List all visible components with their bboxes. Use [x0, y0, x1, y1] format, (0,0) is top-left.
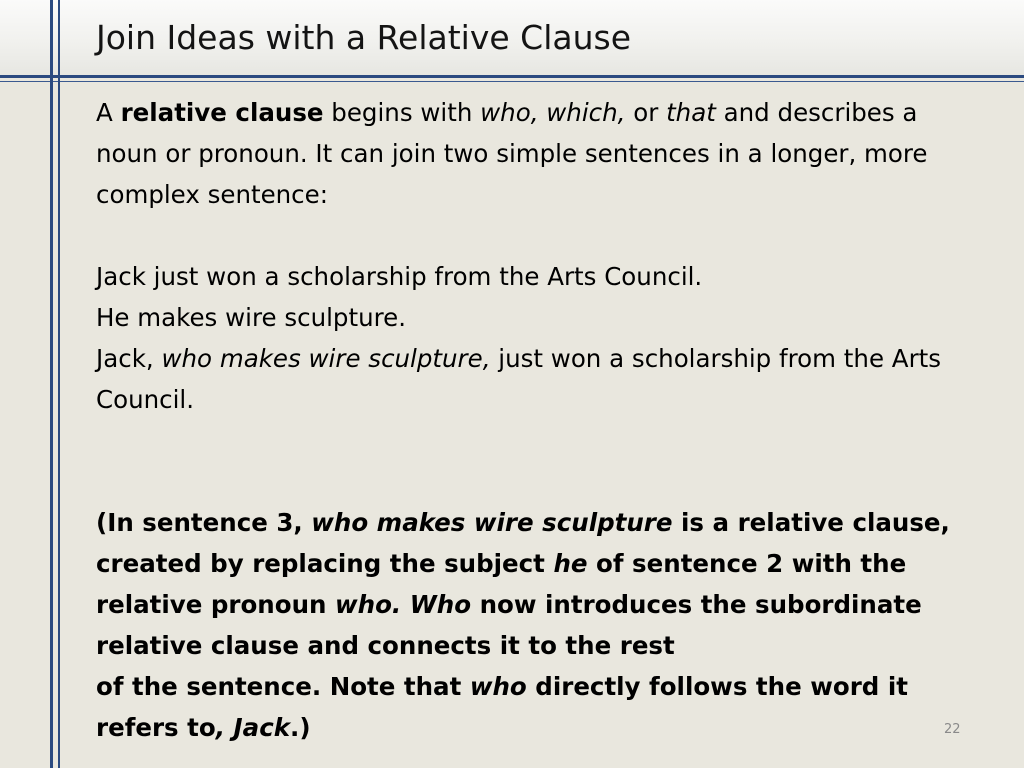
slide-title: Join Ideas with a Relative Clause — [96, 18, 632, 57]
header-rule-thin — [0, 81, 1024, 82]
example-3-clause: who makes wire sculpture, — [161, 344, 491, 373]
left-rule — [50, 0, 53, 768]
example-sentence-1: Jack just won a scholarship from the Arts Council. — [96, 262, 703, 291]
note-text-7: .) — [290, 713, 311, 742]
note-text-6: directly follows the word it refers to — [96, 672, 908, 742]
note-subject: he — [553, 549, 588, 578]
slide-body — [96, 92, 981, 748]
left-rule-thin — [58, 0, 60, 768]
note-text-1: (In sentence 3, — [96, 508, 312, 537]
intro-term: relative clause — [120, 98, 324, 127]
note-text-3: of sentence 2 with the relative pronoun — [96, 549, 907, 619]
example-3-text-2: just won a scholarship from the Arts Council. — [96, 344, 942, 414]
note-text-4: now introduces the subordinate relative clause and connects it to the rest — [96, 590, 922, 660]
intro-example-words: who, which, — [480, 98, 626, 127]
note-text-5: of the sentence. Note that — [96, 672, 470, 701]
note-paragraph-end — [96, 666, 981, 748]
intro-text-3: or — [625, 98, 667, 127]
example-3-text-1: Jack, — [96, 344, 162, 373]
header-rule — [0, 75, 1024, 78]
intro-paragraph — [96, 92, 981, 215]
intro-text-4: and describes a noun or pronoun. It can join two simple sentences in a longer, more complex sentence: — [96, 98, 928, 209]
intro-text-2: begins with — [323, 98, 481, 127]
note-text-2: is a relative clause, created by replacing the subject — [96, 508, 950, 578]
note-pronoun: who. Who — [335, 590, 472, 619]
note-who: who — [469, 672, 527, 701]
note-jack: , Jack — [215, 713, 291, 742]
intro-example-that: that — [666, 98, 716, 127]
spacer — [96, 420, 981, 502]
intro-text-1: A — [96, 98, 121, 127]
note-clause: who makes wire sculpture — [311, 508, 673, 537]
slide-number: 22 — [944, 722, 961, 737]
example-sentence-2: He makes wire sculpture. — [96, 303, 406, 332]
note-paragraph — [96, 502, 981, 666]
spacer — [96, 215, 981, 256]
example-sentence-3 — [96, 338, 981, 420]
